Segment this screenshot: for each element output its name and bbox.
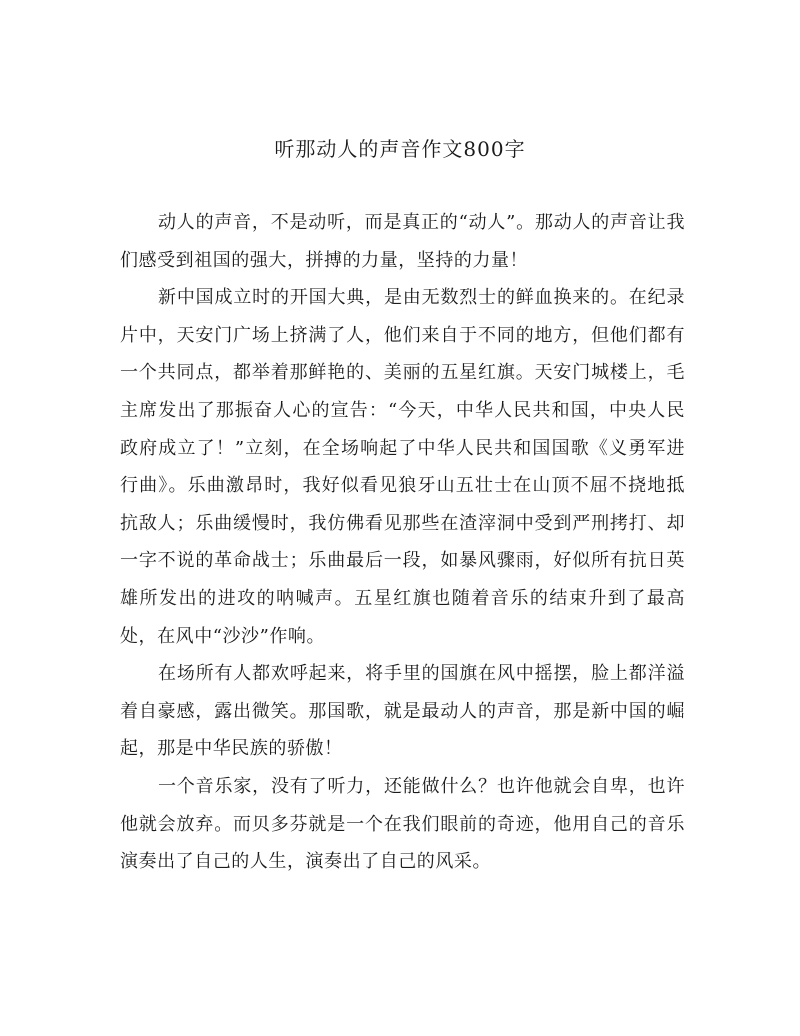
paragraph-4: 一个音乐家，没有了听力，还能做什么？也许他就会自卑，也许他就会放弃。而贝多芬就是一个在我们眼前的奇迹，他用自己的音乐演奏出了自己的人生，演奏出了自己的风采。 <box>120 775 685 873</box>
paragraph-3: 在场所有人都欢呼起来，将手里的国旗在风中摇摆，脸上都洋溢着自豪感，露出微笑。那国歌，就是最动人的声音，那是新中国的崛起，那是中华民族的骄傲！ <box>120 663 685 760</box>
document-body <box>120 204 685 881</box>
page-title: 听那动人的声音作文800字 <box>274 137 526 161</box>
paragraph-2: 新中国成立时的开国大典，是由无数烈士的鲜血换来的。在纪录片中，天安门广场上挤满了人，他们来自于不同的地方，但他们都有一个共同点，都举着那鲜艳的、美丽的五星红旗。天安门城楼上，毛主席发出了那振奋人心的宣告：“今天，中华人民共和国，中央人民政府成立了！”立刻，在全场响起了中华人民共和国国歌《义勇军进行曲》。乐曲激昂时，我好似看见狼牙山五壮士在山顶不屈不挠地抵抗敌人；乐曲缓慢时，我仿佛看见那些在渣滓洞中受到严刑拷打、却一字不说的革命战士；乐曲最后一段，如暴风骤雨，好似所有抗日英雄所发出的进攻的呐喊声。五星红旗也随着音乐的结束升到了最高处，在风中“沙沙”作响。 <box>120 287 685 647</box>
paragraph-1: 动人的声音，不是动听，而是真正的“动人”。那动人的声音让我们感受到祖国的强大，拼搏的力量，坚持的力量！ <box>120 212 685 271</box>
